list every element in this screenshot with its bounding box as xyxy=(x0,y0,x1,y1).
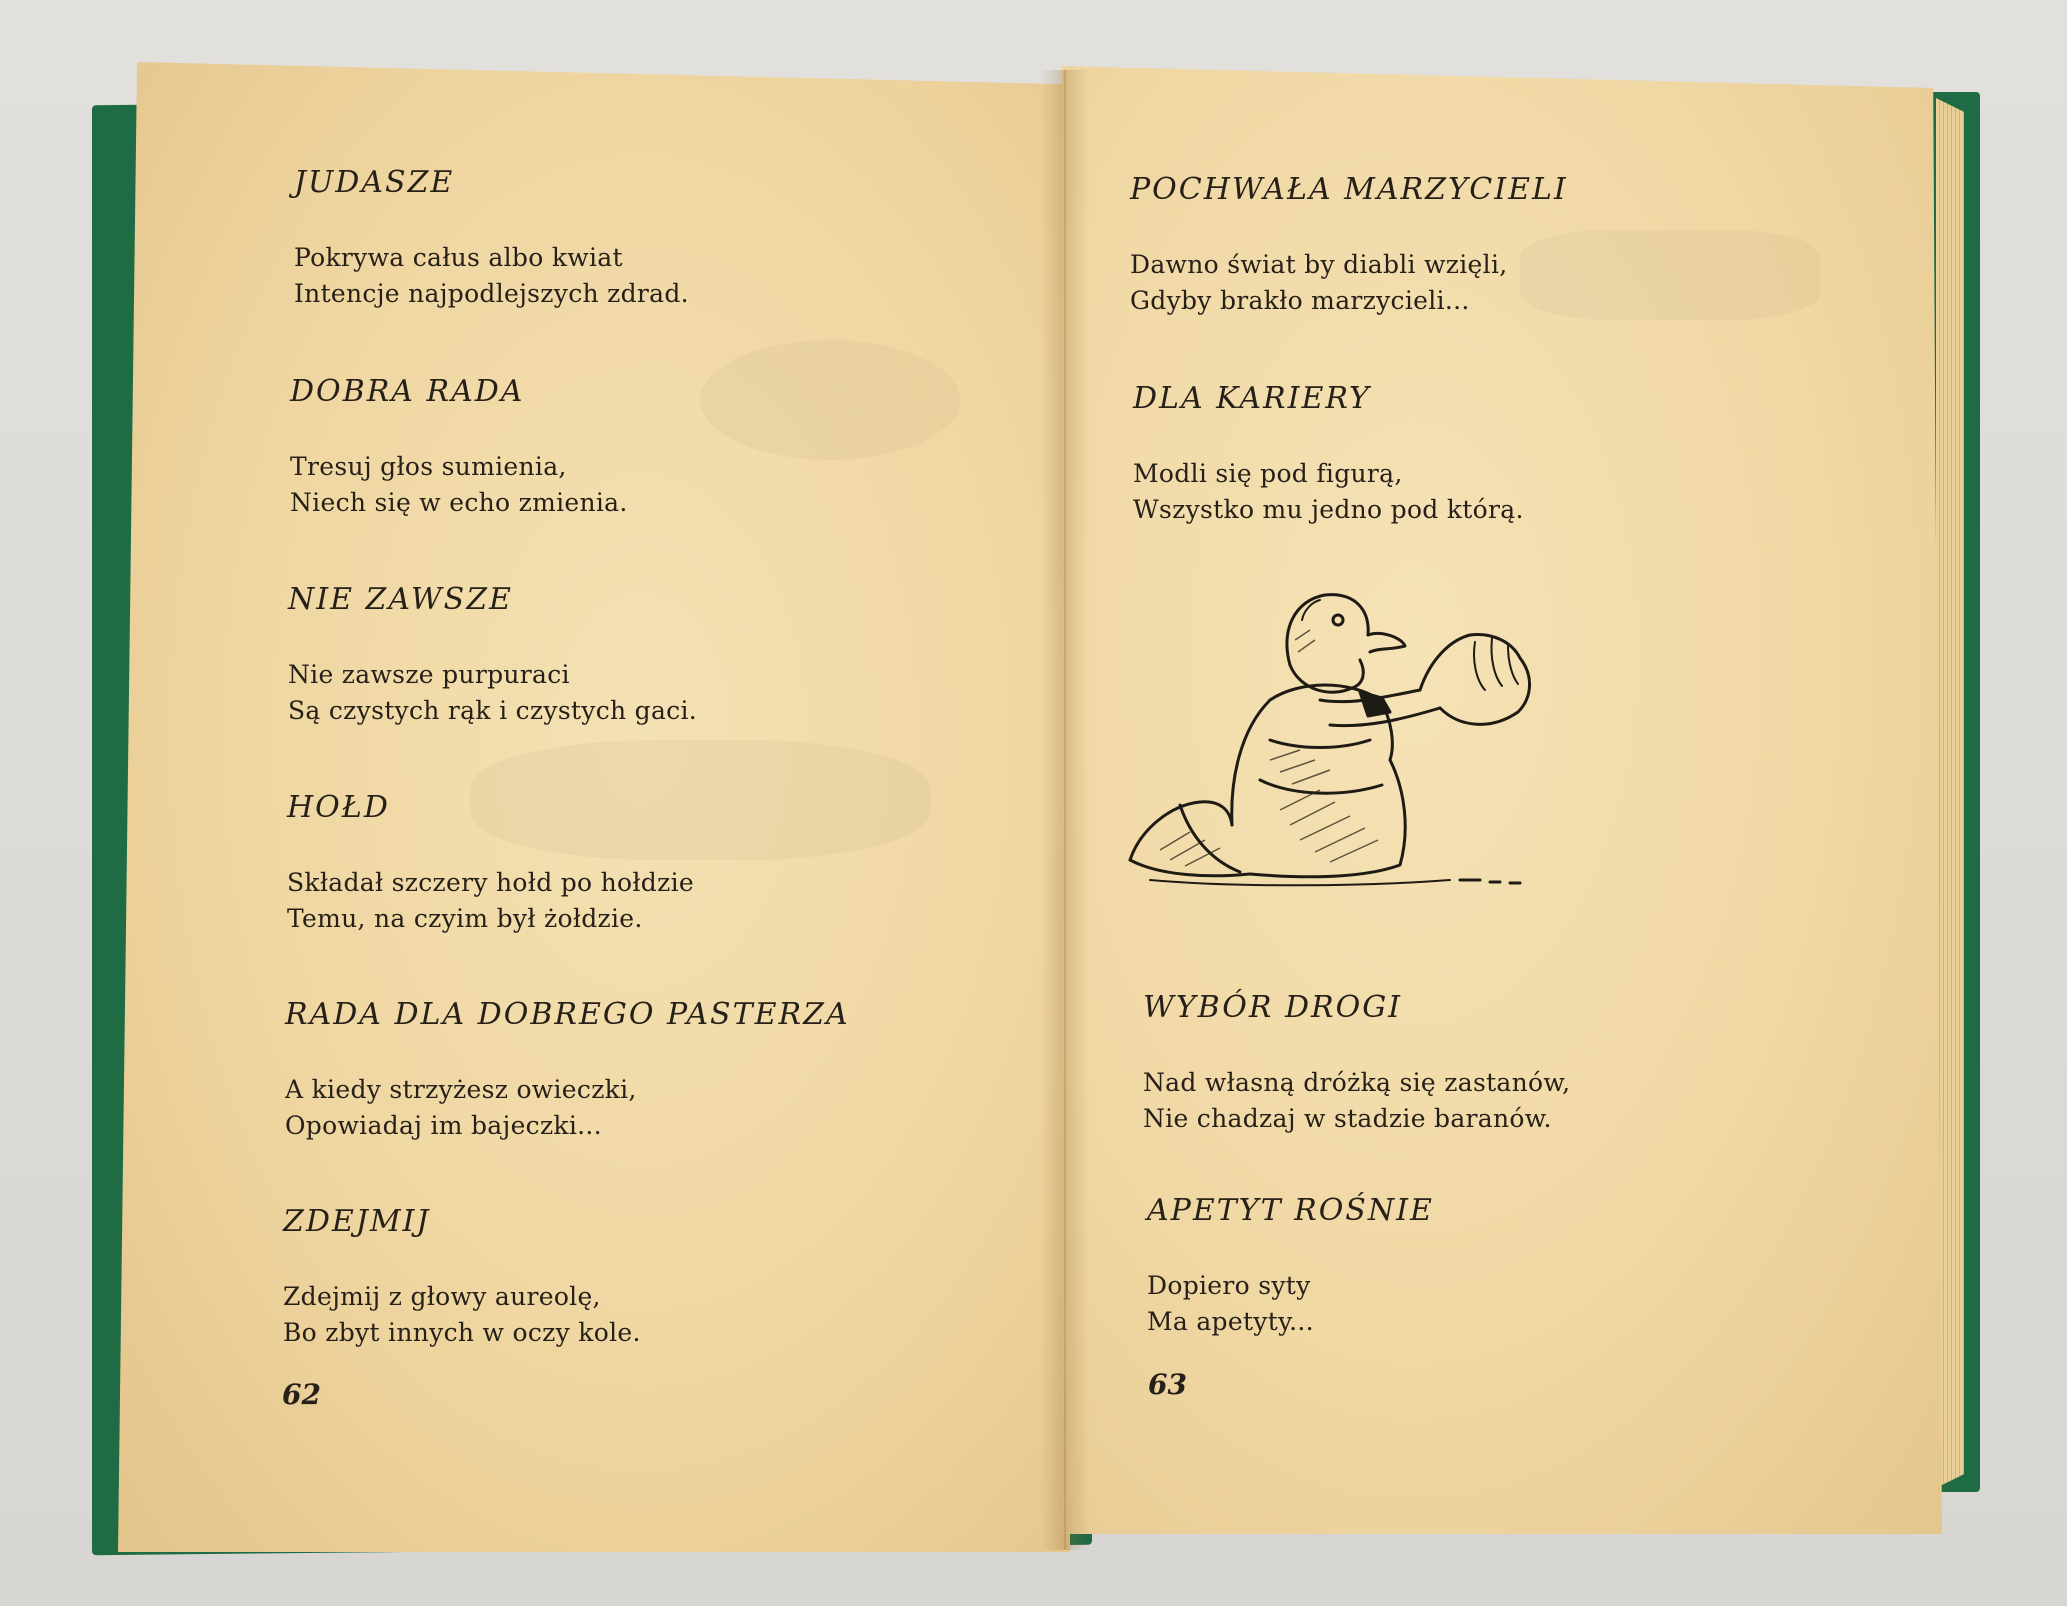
poem-line: Są czystych rąk i czystych gaci. xyxy=(288,696,698,725)
poem-title: DLA KARIERY xyxy=(1133,381,1371,416)
poem-rada-dla-dobrego-pasterza xyxy=(285,997,850,1144)
poem-line: Nie chadzaj w stadzie baranów. xyxy=(1143,1104,1552,1133)
page-number-right: 63 xyxy=(1148,1368,1187,1401)
poem-line: Nad własną dróżką się zastanów, xyxy=(1143,1068,1571,1097)
poem-line: Pokrywa całus albo kwiat xyxy=(294,243,623,272)
show-through-left xyxy=(700,340,960,460)
poem-wybor-drogi xyxy=(1143,990,1570,1137)
poem-hold xyxy=(287,790,694,937)
poem-title: DOBRA RADA xyxy=(290,374,525,409)
poem-line: Dawno świat by diabli wzięli, xyxy=(1130,250,1508,279)
kneeling-praying-man-drawing xyxy=(1120,580,1580,910)
poem-title: HOŁD xyxy=(287,790,390,825)
poem-title: ZDEJMIJ xyxy=(283,1204,431,1239)
poem-line: Zdejmij z głowy aureolę, xyxy=(283,1282,601,1311)
poem-line: Ma apetyty... xyxy=(1147,1307,1314,1336)
poem-title: JUDASZE xyxy=(294,165,455,200)
poem-line: Intencje najpodlejszych zdrad. xyxy=(294,279,689,308)
poem-line: Nie zawsze purpuraci xyxy=(288,660,570,689)
poem-judasze xyxy=(294,165,689,312)
poem-line: Składał szczery hołd po hołdzie xyxy=(287,868,694,897)
poem-apetyt-rosnie xyxy=(1147,1193,1434,1340)
poem-line: Gdyby brakło marzycieli... xyxy=(1130,286,1470,315)
poem-title: NIE ZAWSZE xyxy=(288,582,513,617)
poem-title: APETYT ROŚNIE xyxy=(1147,1193,1434,1228)
page-number-left: 62 xyxy=(282,1378,321,1411)
poem-title: RADA DLA DOBREGO PASTERZA xyxy=(285,997,850,1032)
poem-title: WYBÓR DROGI xyxy=(1143,990,1403,1025)
poem-line: Temu, na czyim był żołdzie. xyxy=(287,904,643,933)
poem-nie-zawsze xyxy=(288,582,697,729)
poem-dla-kariery xyxy=(1133,381,1524,528)
poem-line: Modli się pod figurą, xyxy=(1133,459,1403,488)
poem-dobra-rada xyxy=(290,374,628,521)
poem-pochwala-marzycieli xyxy=(1130,172,1568,319)
poem-line: Wszystko mu jedno pod którą. xyxy=(1133,495,1524,524)
poem-line: Bo zbyt innych w oczy kole. xyxy=(283,1318,641,1347)
poem-line: Niech się w echo zmienia. xyxy=(290,488,628,517)
poem-line: A kiedy strzyżesz owieczki, xyxy=(285,1075,637,1104)
poem-zdejmij xyxy=(283,1204,641,1351)
poem-title: POCHWAŁA MARZYCIELI xyxy=(1130,172,1568,207)
poem-line: Dopiero syty xyxy=(1147,1271,1311,1300)
poem-line: Tresuj głos sumienia, xyxy=(290,452,567,481)
poem-line: Opowiadaj im bajeczki... xyxy=(285,1111,602,1140)
